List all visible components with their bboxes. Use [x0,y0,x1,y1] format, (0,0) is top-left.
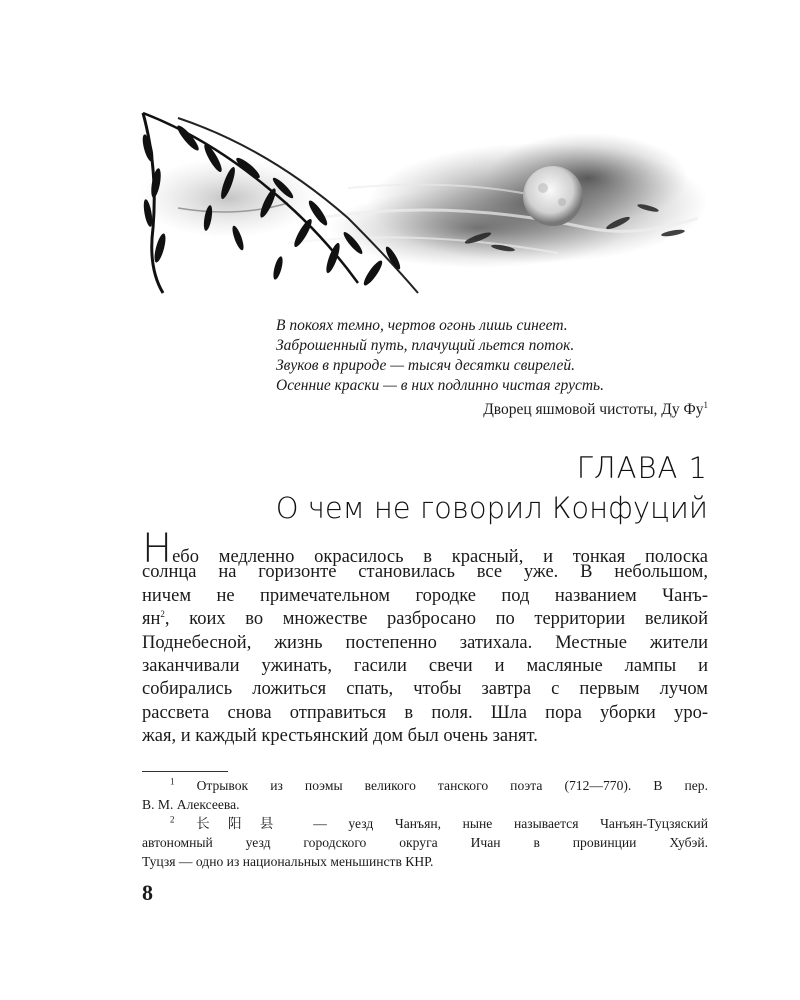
footnote-ref[interactable]: 1 [703,399,708,410]
footnote-number: 2 [170,814,175,825]
footnote-ref[interactable]: 2 [160,609,165,620]
footnote-line [142,776,708,795]
body-line-text: ебо медленно окрасилось в красный, и тонкая полоска [172,547,708,567]
body-line: заканчивали ужинать, гасили свечи и масляные лампы и [142,655,708,676]
footnote-text: 长阳县 — уезд Чанъян, ныне называется Чанъян-Туцзяский [196,816,708,831]
epigraph-line: Звуков в природе — тысяч десятки свирелей. [276,357,576,374]
drop-cap: Н [142,526,173,572]
footnote-divider [142,771,228,772]
body-line-text: , коих во множестве разбросано по территории великой [164,609,708,630]
body-line: Поднебесной, жизнь постепенно затихала. Местные жители [142,632,708,653]
epigraph-source [276,400,708,420]
epigraph-line: Осенние краски — в них подлинно чистая грусть. [276,377,604,394]
footnote-text: Отрывок из поэмы великого танского поэта (712—770). В пер. [196,778,708,793]
body-line: собирались ложиться спать, чтобы завтра с первым лучом [142,679,708,700]
epigraph-line: В покоях темно, чертов огонь лишь синеет. [276,317,568,334]
body-line-text: ян [142,609,161,630]
epigraph-source-text: Дворец яшмовой чистоты, Ду Фу [483,401,704,418]
body-line: жая, и каждый крестьянский дом был очень занят. [142,726,538,747]
body-paragraph [142,526,708,749]
footnote-line: В. М. Алексеева. [142,797,240,812]
footnote-line: Туцзя — одно из национальных меньшинств КНР. [142,854,434,869]
body-line: рассвета снова отправиться в поля. Шла пора уборки уро- [142,702,708,723]
epigraph [276,316,712,420]
body-line [142,608,708,631]
page-number: 8 [142,880,153,905]
epigraph-line: Заброшенный путь, плачущий льется поток. [276,337,575,354]
footnote-line [142,814,708,833]
body-line: ничем не примечательном городке под названием Чанъ- [142,585,708,606]
chapter-heading [276,448,708,528]
chapter-label: ГЛАВА 1 [576,451,708,485]
body-line [142,526,708,572]
footnote-line: автономный уезд городского округа Ичан в провинции Хубэй. [142,835,708,850]
ink-willow-moon-illustration [118,108,708,298]
footnotes [142,776,708,871]
chapter-title: О чем не говорил Конфуций [275,491,708,525]
body-line: солнца на горизонте становилась все уже. В небольшом, [142,562,708,583]
footnote-number: 1 [170,776,175,787]
